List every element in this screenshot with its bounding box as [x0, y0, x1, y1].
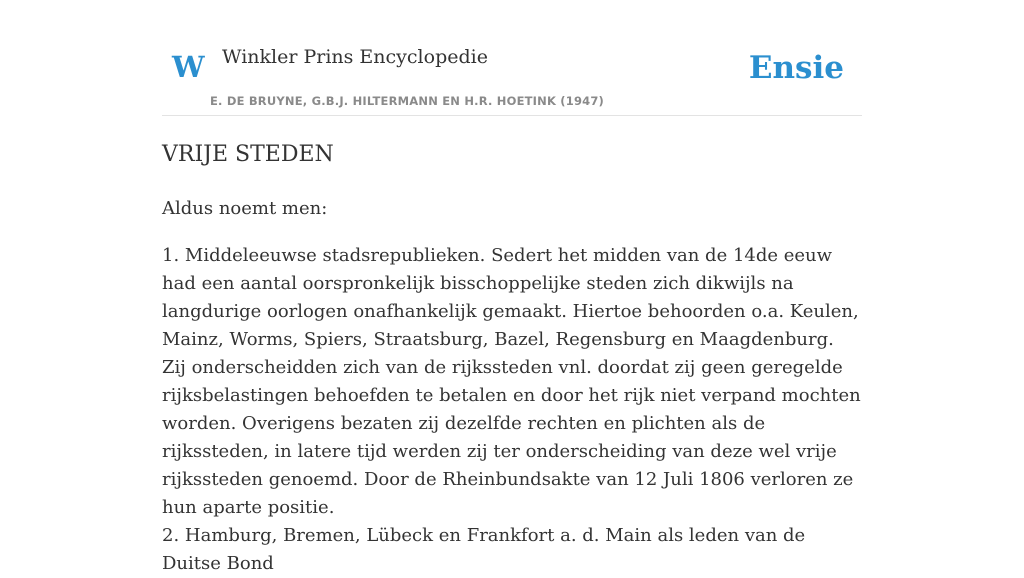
site-header: [162, 40, 862, 116]
article-paragraph: 1. Middeleeuwse stadsrepublieken. Sedert het midden van de 14de eeuw had een aantal oorspronkelijk bisschoppelijke steden zich dikwijls na langdurige oorlogen onafhankelijk gemaakt. Hiertoe behoorden o.a. Keulen, Mainz, Worms, Spiers, Straatsburg, Bazel, Regensburg en Maagdenburg. Zij onderscheidden zich van de rijkssteden vnl. doordat zij geen geregelde rijksbelastingen behoefden te betalen en door het rijk niet verpand mochten worden. Overigens bezaten zij dezelfde rechten en plichten als de rijkssteden, in latere tijd werden zij ter onderscheiding van deze wel vrije rijkssteden genoemd. Door de Rheinbundsakte van 12 Juli 1806 verloren ze hun aparte positie.: [162, 245, 861, 518]
publication-authors: E. DE BRUYNE, G.B.J. HILTERMANN EN H.R. HOETINK (1947): [210, 94, 605, 108]
article-paragraph: 2. Hamburg, Bremen, Lübeck en Frankfort a. d. Main als leden van de Duitse Bond: [162, 525, 806, 574]
logo-icon[interactable]: W: [172, 50, 205, 84]
article-title: VRIJE STEDEN: [162, 142, 334, 167]
brand-logo[interactable]: Ensie: [748, 50, 844, 86]
article-intro: Aldus noemt men:: [162, 198, 328, 219]
article-content: [162, 138, 862, 578]
publication-title[interactable]: Winkler Prins Encyclopedie: [222, 46, 488, 68]
